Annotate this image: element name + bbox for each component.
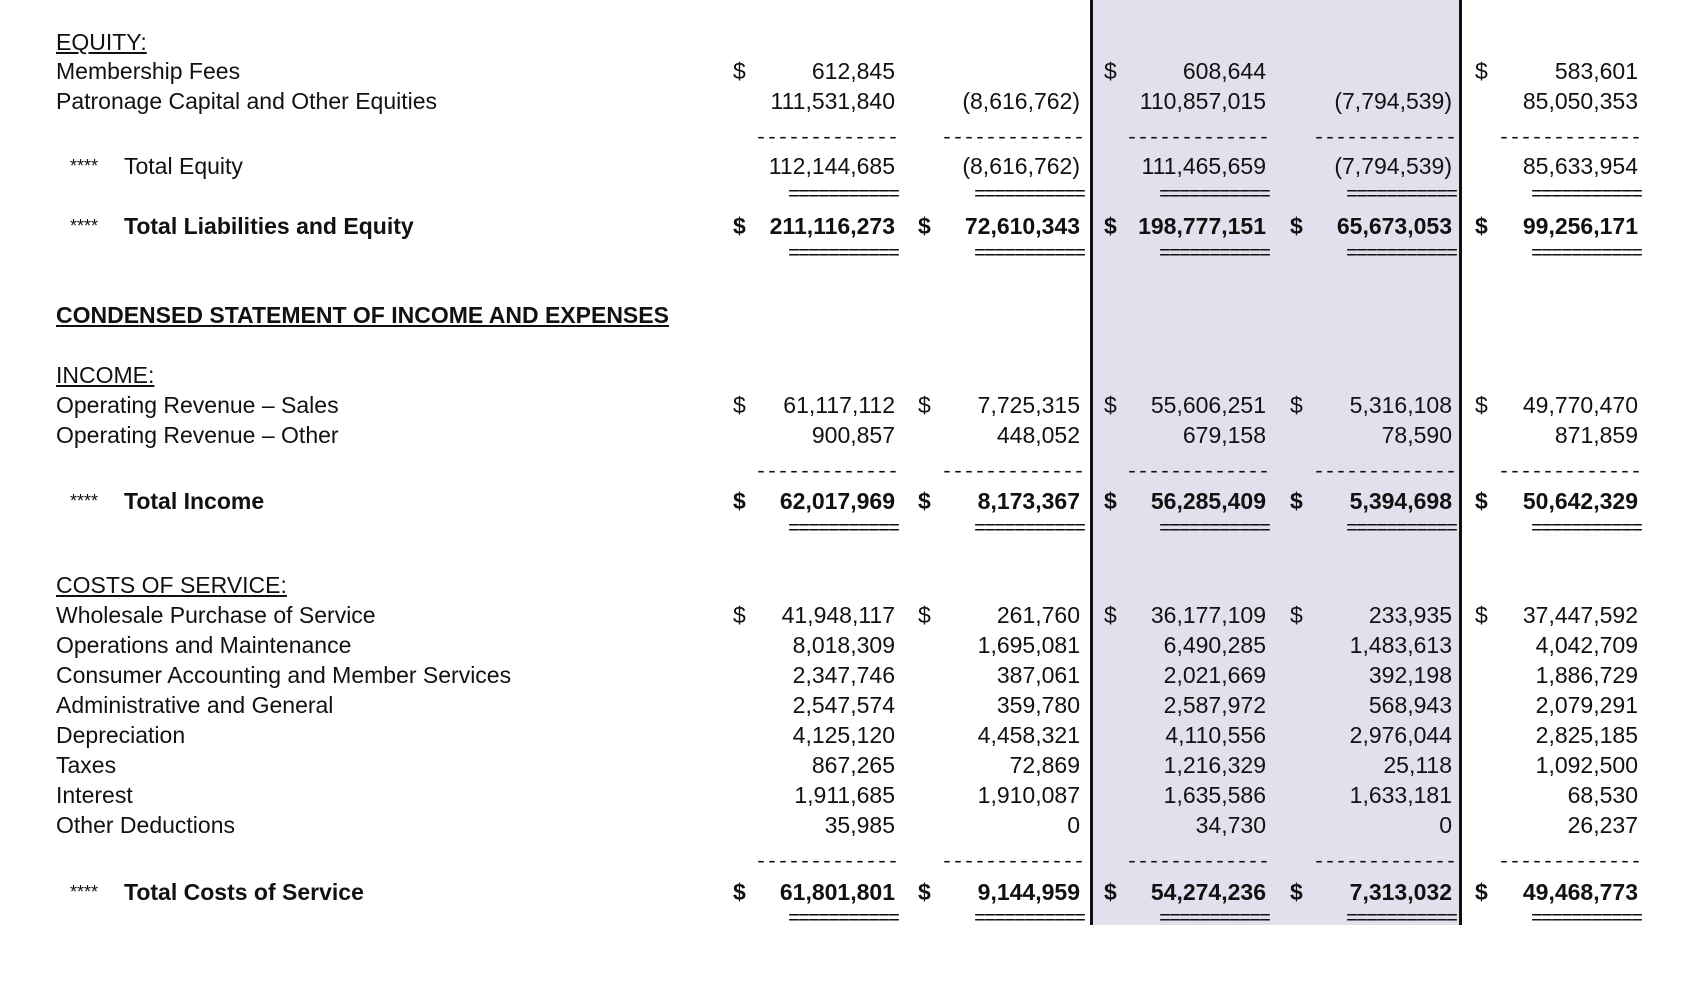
row-label: Consumer Accounting and Member Services (56, 662, 512, 688)
costs-heading: COSTS OF SERVICE: (56, 572, 287, 598)
amount-cell: 1,635,586 (1163, 782, 1266, 808)
amount-cell: 4,110,556 (1165, 722, 1266, 748)
amount-cell: 2,825,185 (1535, 722, 1638, 748)
rule-line: =========== (1530, 908, 1641, 931)
amount-cell: 112,144,685 (768, 153, 895, 179)
cost-row (0, 630, 1700, 660)
dollar-sign: $ (918, 879, 931, 905)
row-label: Wholesale Purchase of Service (56, 602, 376, 628)
rule-line: =========== (1345, 518, 1456, 541)
amount-cell: 25,118 (1383, 752, 1452, 778)
amount-cell: 233,935 (1368, 602, 1452, 628)
rule-line: =========== (973, 243, 1084, 266)
dollar-sign: $ (1290, 488, 1303, 514)
rule-line: ------------- (1312, 461, 1456, 484)
amount-cell: 35,985 (824, 812, 895, 838)
row-label: Administrative and General (56, 692, 334, 718)
amount-cell: 608,644 (1182, 58, 1266, 84)
amount-cell: 1,633,181 (1349, 782, 1452, 808)
income-heading: INCOME: (56, 362, 155, 388)
amount-cell: 0 (1067, 812, 1080, 838)
rule-line: ------------- (1312, 127, 1456, 150)
total-label: Total Costs of Service (124, 879, 364, 905)
rule-line: ------------- (940, 127, 1084, 150)
rule-line: =========== (1158, 243, 1269, 266)
amount-cell: 1,216,329 (1163, 752, 1266, 778)
amount-cell: 2,079,291 (1535, 692, 1638, 718)
amount-cell: 9,144,959 (977, 879, 1080, 905)
dollar-sign: $ (1290, 879, 1303, 905)
amount-cell: 2,021,669 (1163, 662, 1266, 688)
double-rule-row (0, 240, 1700, 270)
rule-line: ------------- (754, 851, 898, 874)
total-label: Total Liabilities and Equity (124, 213, 414, 239)
dollar-sign: $ (1475, 213, 1488, 239)
rule-line: ------------- (1312, 851, 1456, 874)
amount-cell: 871,859 (1554, 422, 1638, 448)
rule-line: =========== (1345, 908, 1456, 931)
rule-line: =========== (973, 518, 1084, 541)
amount-cell: 65,673,053 (1336, 213, 1452, 239)
row-label: Other Deductions (56, 812, 235, 838)
amount-cell: 85,633,954 (1522, 153, 1638, 179)
equity-heading: EQUITY: (56, 29, 147, 55)
dollar-sign: $ (1475, 392, 1488, 418)
total-equity-row (0, 151, 1700, 181)
amount-cell: 110,857,015 (1139, 88, 1266, 114)
amount-cell: 61,801,801 (779, 879, 895, 905)
amount-cell: 4,125,120 (792, 722, 895, 748)
dollar-sign: $ (733, 58, 746, 84)
amount-cell: 26,237 (1567, 812, 1638, 838)
dollar-sign: $ (733, 879, 746, 905)
dollar-sign: $ (918, 392, 931, 418)
rule-line: ------------- (940, 851, 1084, 874)
amount-cell: 5,316,108 (1349, 392, 1452, 418)
rule-line: ------------- (1125, 851, 1269, 874)
cost-row (0, 690, 1700, 720)
rule-line: =========== (1158, 908, 1269, 931)
amount-cell: 56,285,409 (1150, 488, 1266, 514)
dollar-sign: $ (1290, 213, 1303, 239)
equity-heading-row (0, 27, 1700, 57)
amount-cell: 392,198 (1368, 662, 1452, 688)
dollar-sign: $ (733, 213, 746, 239)
amount-cell: 72,869 (1009, 752, 1080, 778)
total-marker: **** (70, 882, 99, 902)
row-label: Interest (56, 782, 133, 808)
total-costs-row (0, 877, 1700, 907)
rule-line: ------------- (754, 127, 898, 150)
single-rule-row (0, 848, 1700, 878)
equity-row (0, 86, 1700, 116)
amount-cell: 61,117,112 (783, 392, 895, 418)
amount-cell: 359,780 (996, 692, 1080, 718)
amount-cell: (8,616,762) (962, 88, 1080, 114)
cost-row (0, 660, 1700, 690)
amount-cell: 583,601 (1554, 58, 1638, 84)
rule-line: =========== (973, 184, 1084, 207)
amount-cell: 6,490,285 (1163, 632, 1266, 658)
income-heading-row (0, 360, 1700, 390)
single-rule-row (0, 124, 1700, 154)
cost-row (0, 720, 1700, 750)
income-row (0, 420, 1700, 450)
amount-cell: 4,458,321 (977, 722, 1080, 748)
amount-cell: 4,042,709 (1535, 632, 1638, 658)
cost-row (0, 750, 1700, 780)
double-rule-row (0, 515, 1700, 545)
total-marker: **** (70, 491, 99, 511)
dollar-sign: $ (1104, 58, 1117, 84)
amount-cell: 54,274,236 (1150, 879, 1266, 905)
amount-cell: 2,587,972 (1163, 692, 1266, 718)
amount-cell: (8,616,762) (962, 153, 1080, 179)
dollar-sign: $ (918, 213, 931, 239)
amount-cell: 62,017,969 (779, 488, 895, 514)
dollar-sign: $ (1475, 879, 1488, 905)
dollar-sign: $ (733, 602, 746, 628)
dollar-sign: $ (1290, 392, 1303, 418)
row-label: Depreciation (56, 722, 186, 748)
rule-line: =========== (1158, 518, 1269, 541)
total-marker: **** (70, 216, 99, 236)
rule-line: =========== (1530, 518, 1641, 541)
rule-line: =========== (787, 908, 898, 931)
costs-heading-row (0, 570, 1700, 600)
dollar-sign: $ (918, 488, 931, 514)
dollar-sign: $ (1104, 392, 1117, 418)
rule-line: ------------- (1497, 461, 1641, 484)
amount-cell: 8,173,367 (977, 488, 1080, 514)
double-rule-row (0, 181, 1700, 211)
total-income-row (0, 486, 1700, 516)
amount-cell: 211,116,273 (769, 213, 895, 239)
amount-cell: 448,052 (996, 422, 1080, 448)
amount-cell: (7,794,539) (1334, 88, 1452, 114)
amount-cell: 72,610,343 (964, 213, 1080, 239)
amount-cell: 41,948,117 (781, 602, 895, 628)
total-label: Total Equity (124, 153, 243, 179)
amount-cell: 68,530 (1567, 782, 1638, 808)
dollar-sign: $ (1475, 58, 1488, 84)
amount-cell: 679,158 (1182, 422, 1266, 448)
dollar-sign: $ (1475, 602, 1488, 628)
amount-cell: 1,886,729 (1535, 662, 1638, 688)
amount-cell: 5,394,698 (1349, 488, 1452, 514)
row-label: Taxes (56, 752, 117, 778)
rule-line: =========== (973, 908, 1084, 931)
amount-cell: 99,256,171 (1522, 213, 1638, 239)
amount-cell: 85,050,353 (1522, 88, 1638, 114)
amount-cell: 0 (1439, 812, 1452, 838)
rule-line: =========== (1345, 243, 1456, 266)
row-label: Membership Fees (56, 58, 241, 84)
amount-cell: 2,547,574 (792, 692, 895, 718)
amount-cell: 49,468,773 (1522, 879, 1638, 905)
single-rule-row (0, 458, 1700, 488)
amount-cell: 55,606,251 (1150, 392, 1266, 418)
dollar-sign: $ (1475, 488, 1488, 514)
rule-line: ------------- (1497, 127, 1641, 150)
cost-row (0, 600, 1700, 630)
amount-cell: 111,465,659 (1141, 153, 1266, 179)
rule-line: =========== (787, 243, 898, 266)
amount-cell: 7,725,315 (977, 392, 1080, 418)
dollar-sign: $ (1104, 488, 1117, 514)
rule-line: =========== (1158, 184, 1269, 207)
statement-title: CONDENSED STATEMENT OF INCOME AND EXPENSES (56, 302, 669, 328)
amount-cell: 36,177,109 (1150, 602, 1266, 628)
rule-line: =========== (1345, 184, 1456, 207)
statement-title-row (0, 300, 1700, 330)
amount-cell: 111,531,840 (770, 88, 895, 114)
amount-cell: 1,092,500 (1535, 752, 1638, 778)
rule-line: =========== (1530, 184, 1641, 207)
row-label: Operating Revenue – Sales (56, 392, 339, 418)
rule-line: =========== (1530, 243, 1641, 266)
amount-cell: 1,483,613 (1349, 632, 1452, 658)
amount-cell: 387,061 (996, 662, 1080, 688)
cost-row (0, 780, 1700, 810)
rule-line: ------------- (754, 461, 898, 484)
dollar-sign: $ (1104, 602, 1117, 628)
rule-line: ------------- (1125, 461, 1269, 484)
income-row (0, 390, 1700, 420)
dollar-sign: $ (1290, 602, 1303, 628)
rule-line: ------------- (1125, 127, 1269, 150)
amount-cell: 34,730 (1195, 812, 1266, 838)
amount-cell: 50,642,329 (1522, 488, 1638, 514)
rule-line: =========== (787, 518, 898, 541)
dollar-sign: $ (733, 488, 746, 514)
amount-cell: 1,911,685 (794, 782, 895, 808)
amount-cell: 2,976,044 (1349, 722, 1452, 748)
amount-cell: 867,265 (811, 752, 895, 778)
double-rule-row (0, 905, 1700, 935)
dollar-sign: $ (1104, 879, 1117, 905)
rule-line: =========== (787, 184, 898, 207)
total-liabilities-equity-row (0, 211, 1700, 241)
rule-line: ------------- (940, 461, 1084, 484)
rule-line: ------------- (1497, 851, 1641, 874)
amount-cell: 78,590 (1381, 422, 1452, 448)
amount-cell: 900,857 (811, 422, 895, 448)
total-label: Total Income (124, 488, 265, 514)
equity-row (0, 56, 1700, 86)
amount-cell: 198,777,151 (1138, 213, 1266, 239)
dollar-sign: $ (918, 602, 931, 628)
amount-cell: 37,447,592 (1522, 602, 1638, 628)
row-label: Operations and Maintenance (56, 632, 352, 658)
amount-cell: 1,910,087 (977, 782, 1080, 808)
amount-cell: 568,943 (1368, 692, 1452, 718)
amount-cell: 1,695,081 (977, 632, 1080, 658)
row-label: Patronage Capital and Other Equities (56, 88, 438, 114)
cost-row (0, 810, 1700, 840)
amount-cell: 8,018,309 (792, 632, 895, 658)
amount-cell: 2,347,746 (792, 662, 895, 688)
dollar-sign: $ (1104, 213, 1117, 239)
total-marker: **** (70, 156, 99, 176)
amount-cell: 49,770,470 (1522, 392, 1638, 418)
dollar-sign: $ (733, 392, 746, 418)
amount-cell: 612,845 (811, 58, 895, 84)
amount-cell: (7,794,539) (1334, 153, 1452, 179)
amount-cell: 7,313,032 (1349, 879, 1452, 905)
row-label: Operating Revenue – Other (56, 422, 339, 448)
amount-cell: 261,760 (996, 602, 1080, 628)
